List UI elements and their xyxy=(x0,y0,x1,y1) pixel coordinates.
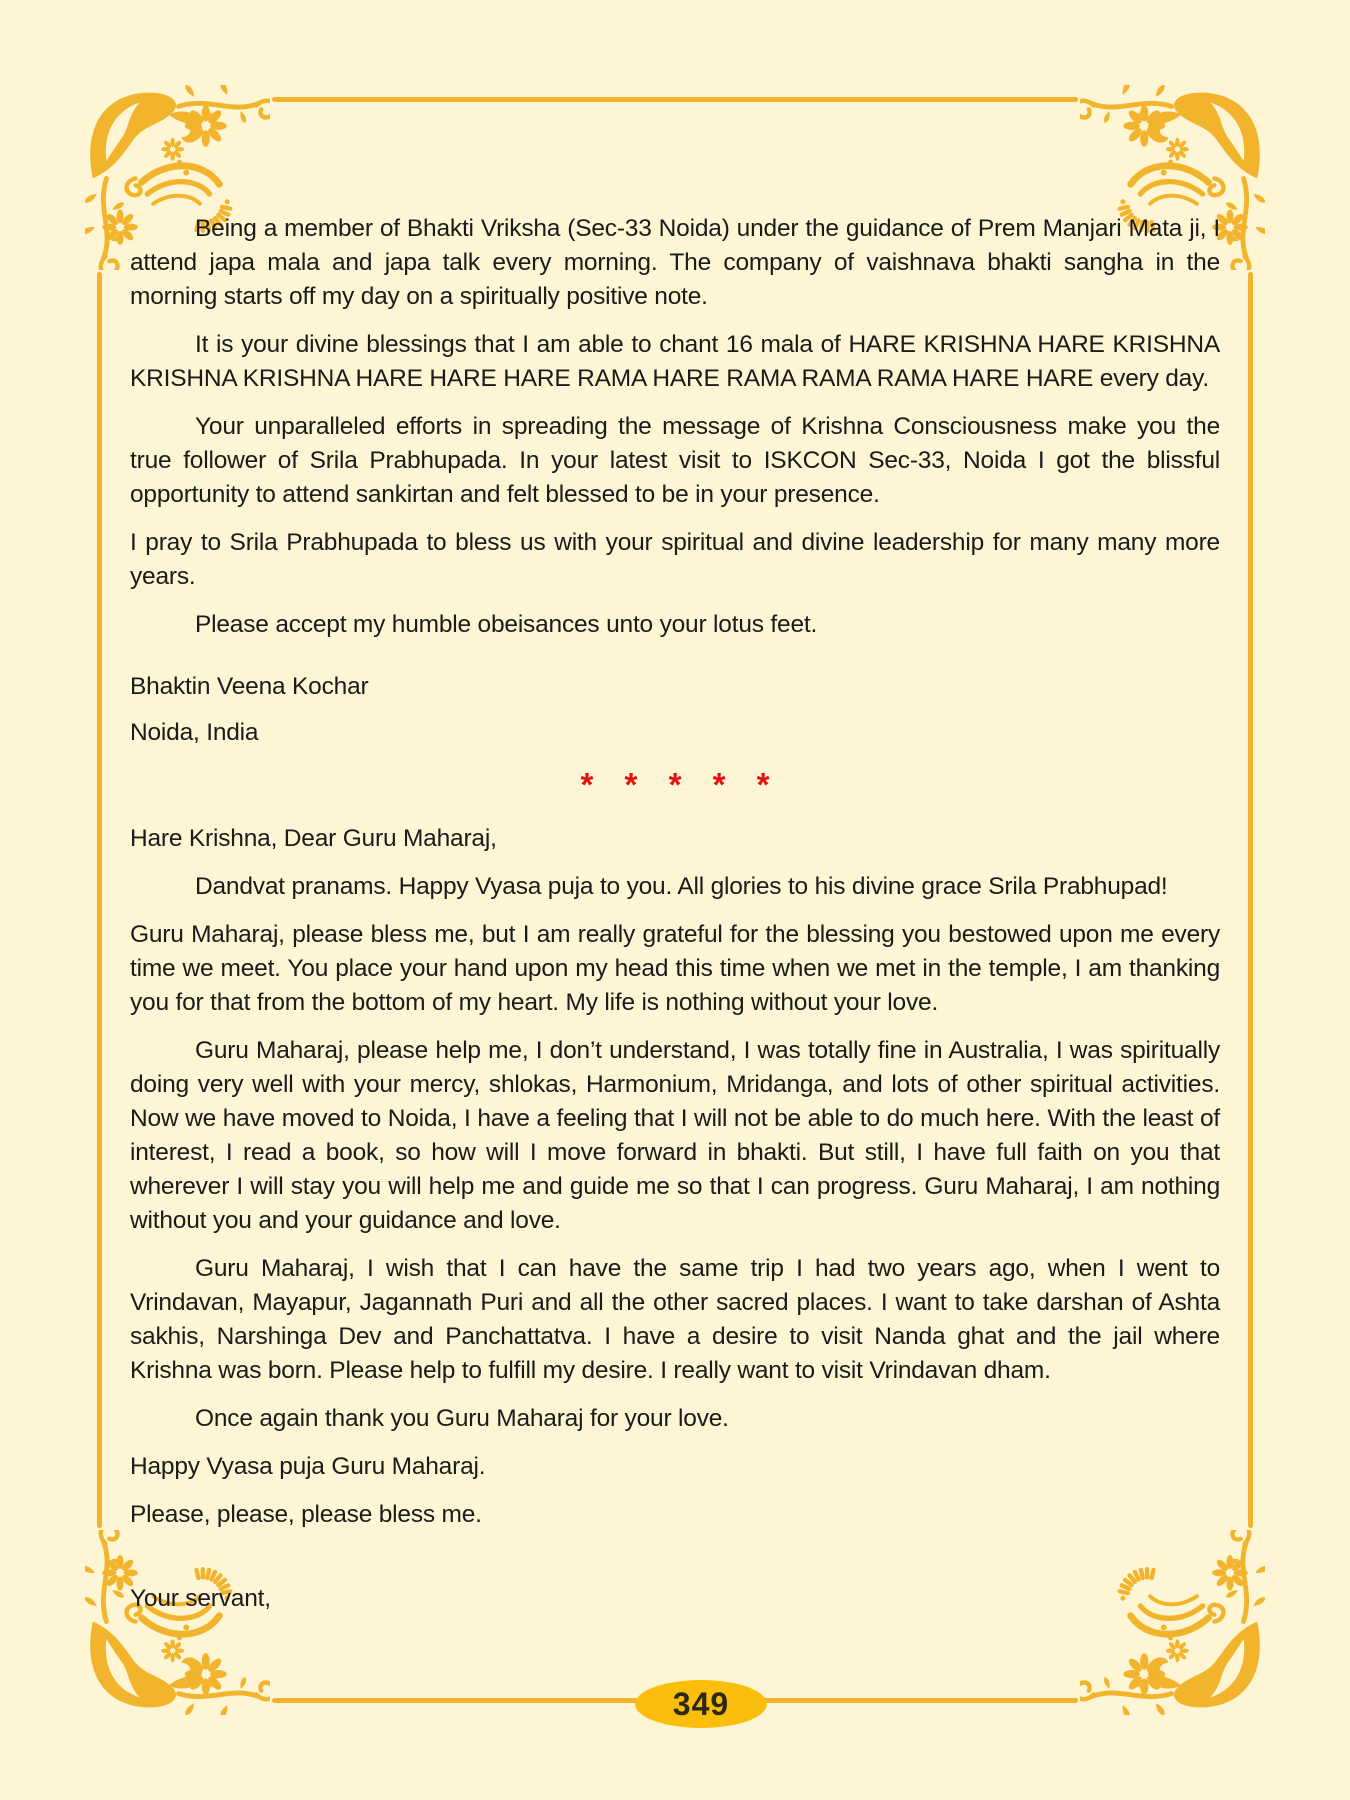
letter2-paragraph-4: Guru Maharaj, I wish that I can have the same trip I had two years ago, when I went to Vrindavan, Mayapur, Jagannath Puri and all the other sacred places. I want to take darshan of Ashta sakhis, Narshinga Dev and Panchattatva. I have a desire to visit Nanda ghat and the jail where Krishna was born. Please help to fulfill my desire. I really want to visit Vrindavan dham. xyxy=(130,1255,1220,1384)
page-number-badge xyxy=(635,1680,767,1728)
letter1-paragraph-1: Being a member of Bhakti Vriksha (Sec-33 Noida) under the guidance of Prem Manjari Mata ji, I attend japa mala and japa talk every morning. The company of vaishnava bhakti sangha in the morning starts off my day on a spiritually positive note. xyxy=(130,215,1220,310)
letter2-paragraph-2: Guru Maharaj, please bless me, but I am really grateful for the blessing you bestowed upon me every time we meet. You place your hand upon my head this time when we met in the temple, I am thanking you for that from the bottom of my heart. My life is nothing without your love. xyxy=(130,921,1220,1016)
letter2-paragraph-1: Dandvat pranams. Happy Vyasa puja to you. All glories to his divine grace Srila Prabhupad! xyxy=(195,873,1168,900)
letter1-paragraph-5: Please accept my humble obeisances unto your lotus feet. xyxy=(195,611,818,638)
letter1-paragraph-3: Your unparalleled efforts in spreading the message of Krishna Consciousness make you the true follower of Srila Prabhupada. In your latest visit to ISKCON Sec-33, Noida I got the blissful opportunity to attend sankirtan and felt blessed to be in your presence. xyxy=(130,413,1220,508)
frame-border-right xyxy=(1248,272,1253,1528)
letter2-closing-line-1: Happy Vyasa puja Guru Maharaj. xyxy=(130,1453,486,1480)
letter1-signature-name: Bhaktin Veena Kochar xyxy=(130,673,369,700)
letter1-signature-place: Noida, India xyxy=(130,719,259,746)
letter2-salutation: Hare Krishna, Dear Guru Maharaj, xyxy=(130,825,497,852)
letter1-paragraph-2: It is your divine blessings that I am able to chant 16 mala of HARE KRISHNA HARE KRISHNA KRISHNA KRISHNA HARE HARE HARE RAMA HARE RAMA RAMA RAMA HARE HARE every day. xyxy=(130,331,1220,392)
letter-content xyxy=(130,212,1220,1630)
letter1-paragraph-4: I pray to Srila Prabhupada to bless us with your spiritual and divine leadership for many many more years. xyxy=(130,529,1220,590)
frame-border-top xyxy=(272,97,1078,102)
page-number: 349 xyxy=(672,1685,730,1722)
letter2-paragraph-5: Once again thank you Guru Maharaj for your love. xyxy=(195,1405,729,1432)
section-separator-asterisks: * * * * * xyxy=(580,766,781,803)
letter2-closing-line-2: Please, please, please bless me. xyxy=(130,1501,482,1528)
frame-border-left xyxy=(97,272,102,1528)
letter2-paragraph-3: Guru Maharaj, please help me, I don’t understand, I was totally fine in Australia, I was spiritually doing very well with your mercy, shlokas, Harmonium, Mridanga, and lots of other spiritual activities. Now we have moved to Noida, I have a feeling that I will not be able to do much here. With the least of interest, I read a book, so how will I move forward in bhakti. But still, I have full faith on you that wherever I will stay you will help me and guide me so that I can progress. Guru Maharaj, I am nothing without you and your guidance and love. xyxy=(130,1037,1220,1234)
letter2-signoff: Your servant, xyxy=(130,1585,271,1612)
